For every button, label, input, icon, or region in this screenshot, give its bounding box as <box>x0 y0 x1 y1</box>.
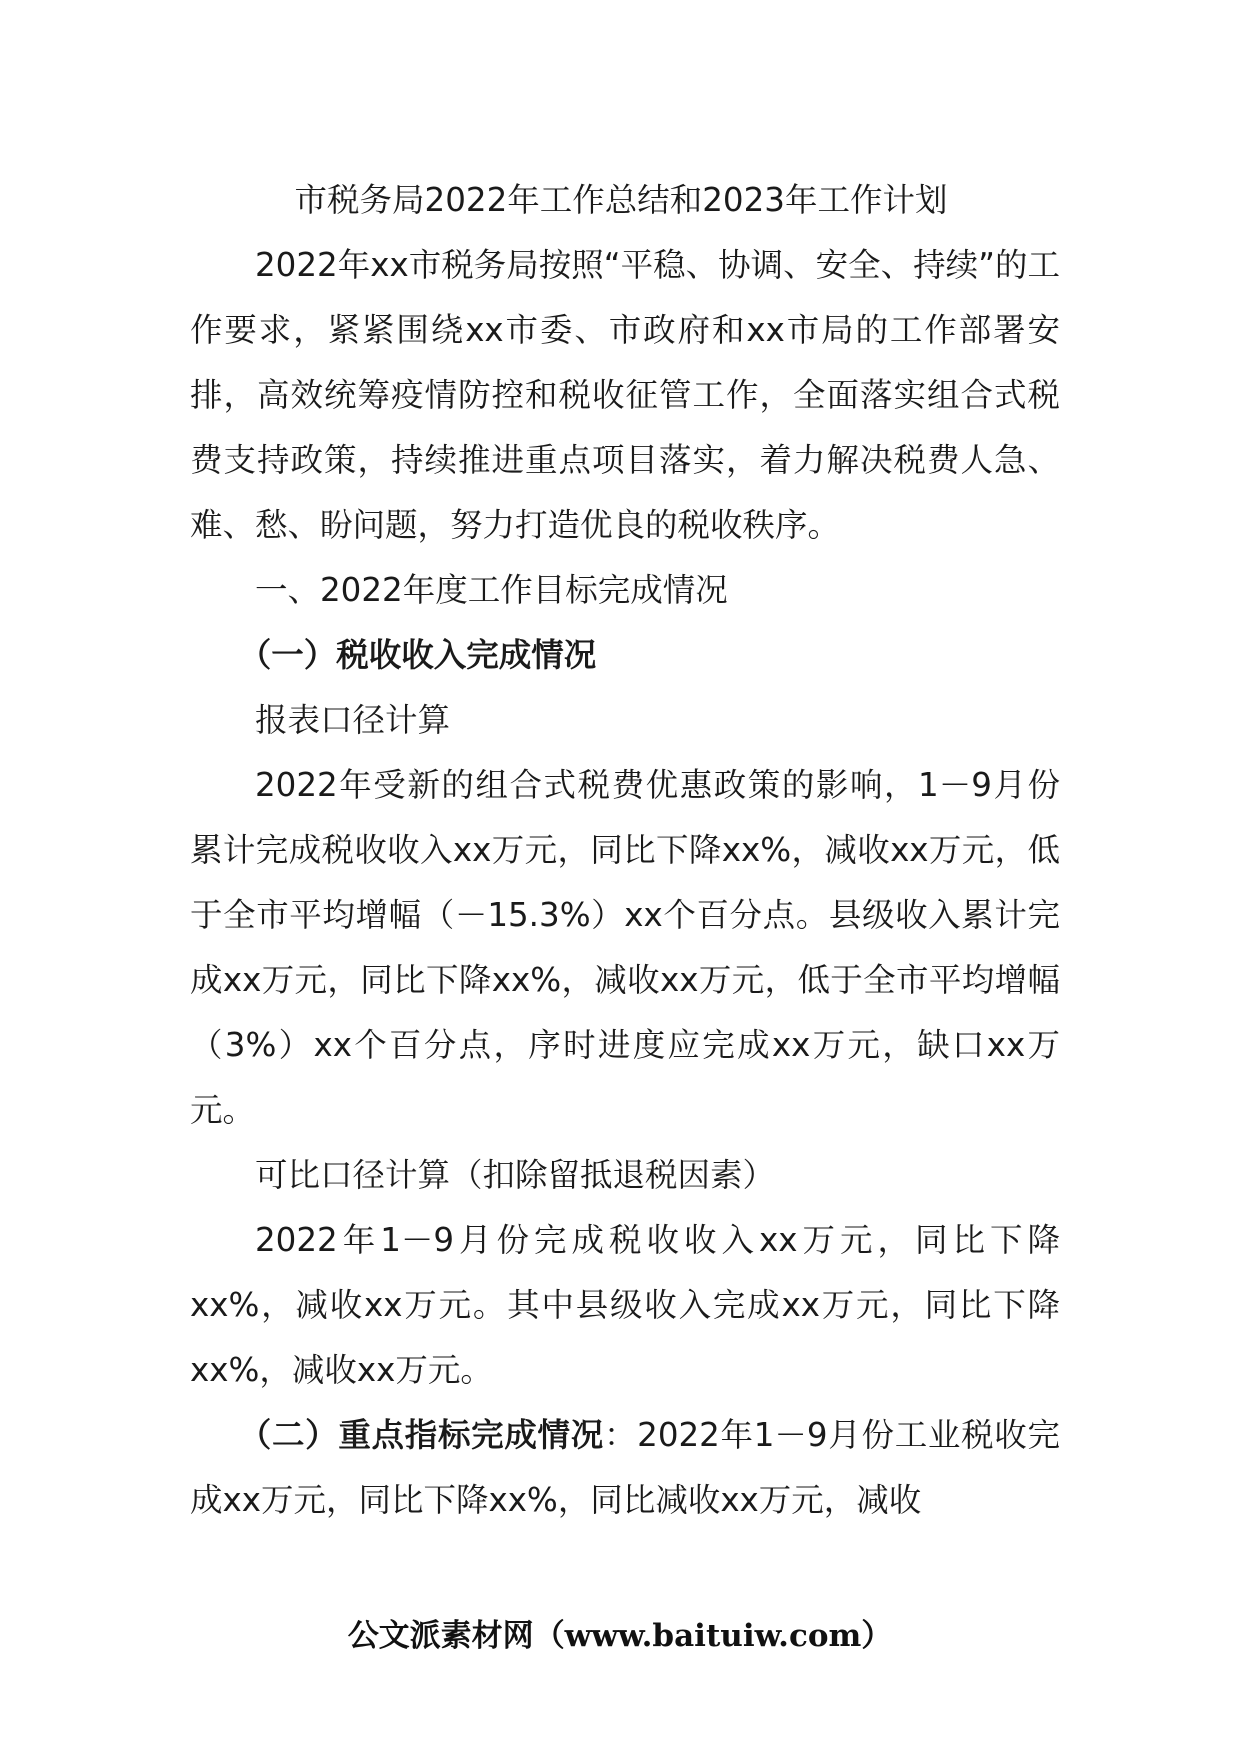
subsection-2-heading: （二）重点指标完成情况 <box>238 1416 604 1454</box>
report-caliber-label: 报表口径计算 <box>255 701 451 739</box>
page-footer <box>0 1616 1240 1656</box>
footer-site-name: 公文派素材网 <box>347 1618 534 1654</box>
document-title <box>190 168 1060 233</box>
report-caliber-paragraph: 2022年受新的组合式税费优惠政策的影响，1－9月份累计完成税收收入xx万元，同比下降xx%，减收xx万元，低于全市平均增幅（－15.3%）xx个百分点。县级收入累计完成xx万元，同比下降xx%，减收xx万元，低于全市平均增幅（3%）xx个百分点，序时进度应完成xx万元，缺口xx万元。 <box>190 766 1060 1129</box>
intro-paragraph: 2022年xx市税务局按照“平稳、协调、安全、持续”的工作要求，紧紧围绕xx市委、市政府和xx市局的工作部署安排，高效统筹疫情防控和税收征管工作，全面落实组合式税费支持政策，持续推进重点项目落实，着力解决税费人急、难、愁、盼问题，努力打造优良的税收秩序。 <box>190 246 1060 544</box>
document-title-text: 市税务局2022年工作总结和2023年工作计划 <box>294 181 948 219</box>
comparable-caliber-paragraph: 2022年1－9月份完成税收收入xx万元，同比下降xx%，减收xx万元。其中县级收入完成xx万元，同比下降xx%，减收xx万元。 <box>190 1221 1060 1389</box>
subsection-2-text: ：2022年1－9月份工业税收完成xx万元，同比下降xx%，同比减收xx万元，减收 <box>190 1416 1060 1519</box>
footer-site-url: （www.baituiw.com） <box>533 1618 893 1654</box>
subsection-2-paragraph <box>190 1403 1060 1533</box>
section-1-heading: 一、2022年度工作目标完成情况 <box>255 571 728 609</box>
subsection-1-heading: （一）税收收入完成情况 <box>238 636 597 674</box>
comparable-caliber-label: 可比口径计算（扣除留抵退税因素） <box>255 1156 776 1194</box>
document-body <box>190 168 1060 1533</box>
